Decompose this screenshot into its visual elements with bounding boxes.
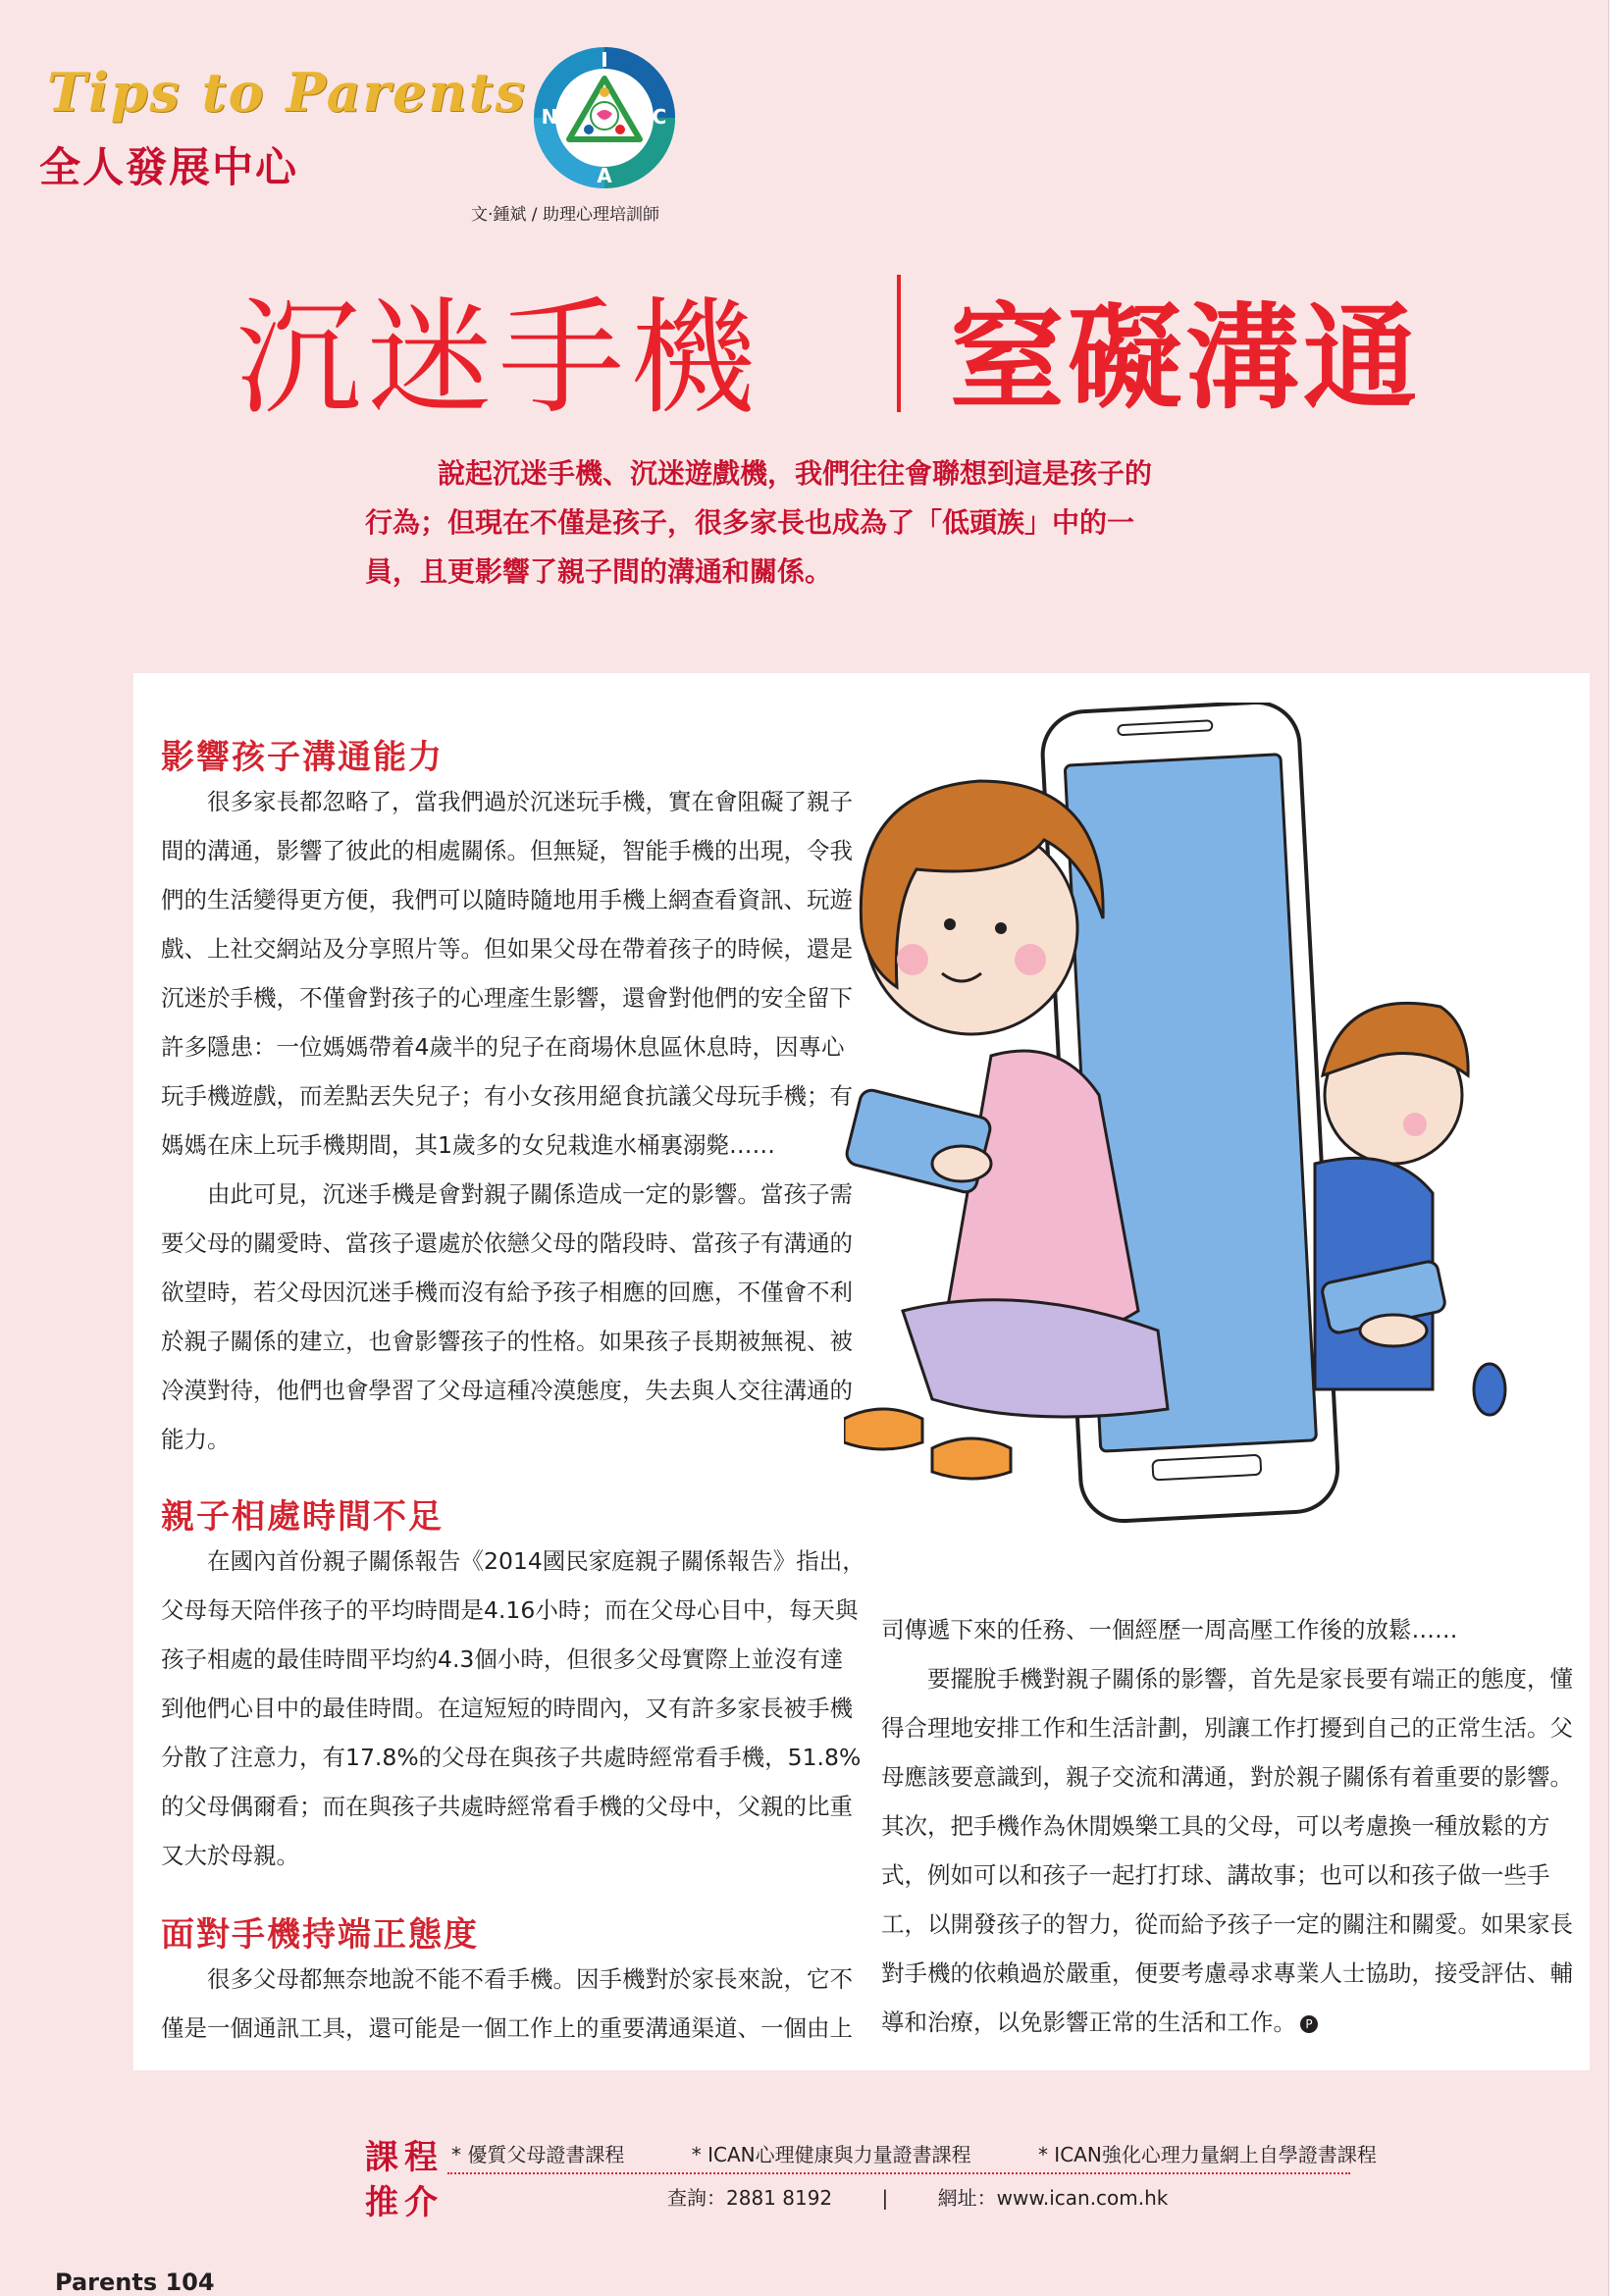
text-line: 要擺脫手機對親子關係的影響，首先是家長要有端正的態度，懂 [927,1665,1573,1693]
text-line: 媽媽在床上玩手機期間，其1歲多的女兒栽進水桶裏溺斃…… [161,1131,775,1159]
section-body-time [161,1537,865,1880]
title-divider [897,275,901,412]
text-line: 式，例如可以和孩子一起打打球、講故事；也可以和孩子做一些手 [881,1861,1550,1889]
text-line: 的父母偶爾看；而在與孩子共處時經常看手機的父母中，父親的比重 [161,1793,853,1820]
text-line: 冷漠對待，他們也會學習了父母這種冷漠態度，失去與人交往溝通的 [161,1377,853,1404]
intro-line: 員，且更影響了親子間的溝通和關係。 [365,555,833,588]
footer-contact [667,2182,1168,2211]
text-line: 要父母的關愛時、當孩子還處於依戀父母的階段時、當孩子有溝通的 [161,1229,853,1257]
text-line: 工，以開發孩子的智力，從而給予孩子一定的關注和關愛。如果家長 [881,1910,1573,1938]
logo-letter-a: A [597,164,612,187]
text-line: 許多隱患：一位媽媽帶着4歲半的兒子在商場休息區休息時，因專心 [161,1033,845,1061]
course-list [451,2139,1438,2167]
intro-line: 說起沉迷手機、沉迷遊戲機，我們往往會聯想到這是孩子的 [438,457,1153,490]
text-line: 間的溝通，影響了彼此的相處關係。但無疑，智能手機的出現，令我 [161,837,853,864]
section-heading-attitude: 面對手機持端正態度 [161,1915,479,1955]
text-line: 能力。 [161,1426,231,1453]
center-name: 全人發展中心 [39,143,299,191]
course-item: * ICAN強化心理力量網上自學證書課程 [1037,2143,1377,2166]
text-line: 很多父母都無奈地說不能不看手機。因手機對於家長來說，它不 [207,1965,853,1993]
course-item: * 優質父母證書課程 [451,2143,625,2166]
course-item: * ICAN心理健康與力量證書課程 [691,2143,971,2166]
text-line: 們的生活變得更方便，我們可以隨時隨地用手機上網查看資訊、玩遊 [161,886,853,913]
article-title-left: 沉迷手機 [236,286,762,432]
tips-to-parents-wordmark: Tips to Parents [47,61,527,124]
text-line: 欲望時，若父母因沉迷手機而沒有給予孩子相應的回應，不僅會不利 [161,1278,853,1306]
footer-dotted-rule [447,2172,1350,2174]
text-line: 司傳遞下來的任務、一個經歷一周高壓工作後的放鬆…… [881,1616,1458,1644]
page-footer [55,2269,215,2296]
ican-logo [530,39,679,196]
text-line: 沉迷於手機，不僅會對孩子的心理產生影響，還會對他們的安全留下 [161,984,853,1012]
end-mark-icon: P [1300,2015,1318,2033]
intro-line: 行為；但現在不僅是孩子，很多家長也成為了「低頭族」中的一 [365,506,1135,539]
text-line: 到他們心目中的最佳時間。在這短短的時間內，又有許多家長被手機 [161,1695,853,1722]
label-bottom: 推介 [365,2183,444,2222]
intro-paragraph [365,449,1386,597]
text-line: 於親子關係的建立，也會影響孩子的性格。如果孩子長期被無視、被 [161,1328,853,1355]
text-line [881,1998,1573,2047]
section-heading-communication: 影響孩子溝通能力 [161,738,444,777]
enquiry-phone: 查詢：2881 8192 [667,2186,833,2210]
section-body-attitude [161,1955,853,2053]
text-line: 又大於母親。 [161,1842,299,1869]
author-byline: 文‧鍾斌 / 助理心理培訓師 [471,205,659,225]
text-line: 得合理地安排工作和生活計劃，別讓工作打擾到自己的正常生活。父 [881,1714,1573,1742]
text-line: 分散了注意力，有17.8%的父母在與孩子共處時經常看手機，51.8% [161,1744,862,1771]
section-body-communication [161,777,853,1464]
course-recommendation-label [365,2135,444,2225]
text-line: 僅是一個通訊工具，還可能是一個工作上的重要溝通渠道、一個由上 [161,2014,853,2042]
contact-separator: | [881,2186,889,2210]
page-number: 104 [165,2269,215,2296]
website-link[interactable]: 網址：www.ican.com.hk [937,2186,1169,2210]
text-line: 其次，把手機作為休閒娛樂工具的父母，可以考慮換一種放鬆的方 [881,1812,1550,1840]
section-heading-time: 親子相處時間不足 [161,1497,444,1537]
logo-letter-n: N [541,105,558,129]
logo-letter-i: I [601,48,608,72]
article-title-right: 窒礙溝通 [950,292,1421,425]
label-top: 課程 [365,2138,444,2177]
text-line: 父母每天陪伴孩子的平均時間是4.16小時；而在父母心目中，每天與 [161,1596,859,1624]
text-line: 戲、上社交網站及分享照片等。但如果父母在帶着孩子的時候，還是 [161,935,853,963]
mother-child-phone-illustration [844,703,1570,1527]
text-line: 由此可見，沉迷手機是會對親子關係造成一定的影響。當孩子需 [207,1180,853,1208]
right-column-body [881,1605,1573,2047]
magazine-name: Parents [55,2269,158,2296]
text-line: 對手機的依賴過於嚴重，便要考慮尋求專業人士協助，接受評估、輔 [881,1959,1573,1987]
page-edge-stripe [1608,0,1623,2296]
text-line: 很多家長都忽略了，當我們過於沉迷玩手機，實在會阻礙了親子 [207,788,853,815]
logo-letter-c: C [652,105,667,129]
last-text-line: 導和治療，以免影響正常的生活和工作。 [881,2009,1296,2036]
text-line: 母應該要意識到，親子交流和溝通，對於親子關係有着重要的影響。 [881,1763,1573,1791]
text-line: 玩手機遊戲，而差點丟失兒子；有小女孩用絕食抗議父母玩手機；有 [161,1082,853,1110]
text-line: 孩子相處的最佳時間平均約4.3個小時，但很多父母實際上並沒有達 [161,1645,844,1673]
text-line: 在國內首份親子關係報告《2014國民家庭親子關係報告》指出， [207,1547,865,1575]
